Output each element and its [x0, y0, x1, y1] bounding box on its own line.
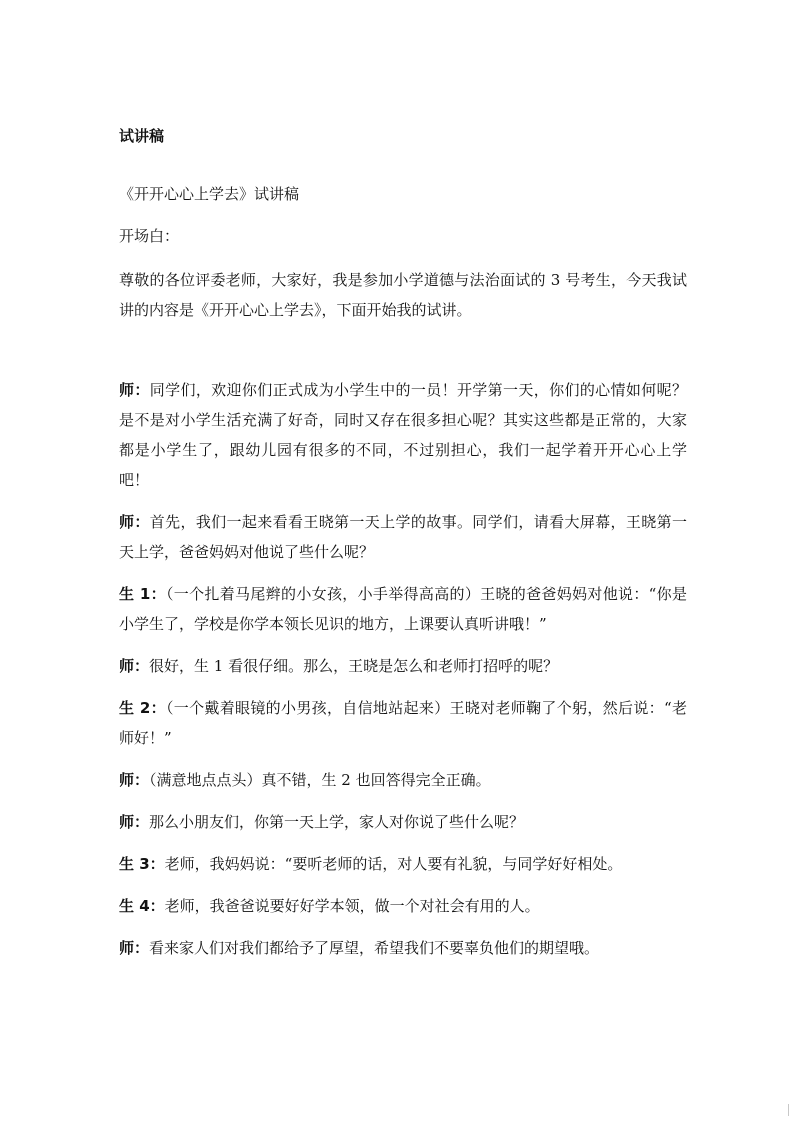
dialogue-line [119, 507, 687, 567]
dialogue-line [119, 765, 687, 795]
speaker-label: 师： [119, 771, 150, 789]
dialogue-line [119, 579, 687, 639]
opening-label: 开场白： [119, 227, 180, 245]
speaker-label: 生 4： [119, 897, 165, 915]
speaker-label: 生 1： [119, 585, 166, 603]
dialogue-text: 那么小朋友们，你第一天上学，家人对你说了些什么呢？ [149, 813, 525, 831]
dialogue-line [119, 807, 687, 837]
document-body [119, 124, 687, 975]
dialogue-text: 老师，我妈妈说：“要听老师的话，对人要有礼貌，与同学好好相处。 [164, 855, 623, 873]
dialogue-text: 很好，生 1 看很仔细。那么，王晓是怎么和老师打招呼的呢？ [149, 657, 559, 675]
dialogue-text: （满意地点点头）真不错，生 2 也回答得完全正确。 [149, 771, 491, 789]
opening-intro: 尊敬的各位评委老师，大家好，我是参加小学道德与法治面试的 3 号考生，今天我试讲的内容是《开开心心上学去》，下面开始我的试讲。 [119, 271, 687, 319]
speaker-label: 师： [119, 939, 150, 957]
speaker-label: 师： [119, 657, 150, 675]
dialogue-line [119, 849, 687, 879]
page-corner-mark [788, 1104, 789, 1116]
dialogue-text: （一个扎着马尾辫的小女孩，小手举得高高的）王晓的爸爸妈妈对他说：“你是小学生了，学校是你学本领长见识的地方，上课要认真听讲哦！” [119, 585, 687, 633]
dialogue-text: （一个戴着眼镜的小男孩，自信地站起来）王晓对老师鞠了个躬，然后说：“老师好！” [119, 699, 687, 747]
dialogue-text: 看来家人们对我们都给予了厚望，希望我们不要辜负他们的期望哦。 [149, 939, 600, 957]
speaker-label: 生 2： [119, 699, 166, 717]
dialogue-line [119, 375, 687, 495]
dialogue-line [119, 933, 687, 963]
document-title: 试讲稿 [119, 127, 165, 145]
speaker-label: 师： [119, 813, 150, 831]
lesson-title: 《开开心心上学去》试讲稿 [119, 185, 300, 203]
dialogue-text: 首先，我们一起来看看王晓第一天上学的故事。同学们，请看大屏幕，王晓第一天上学，爸爸妈妈对他说了些什么呢？ [119, 513, 687, 561]
dialogue-line [119, 891, 687, 921]
speaker-label: 师： [119, 513, 150, 531]
dialogue-text: 同学们，欢迎你们正式成为小学生中的一员！开学第一天，你们的心情如何呢？是不是对小学生活充满了好奇，同时又存在很多担心呢？其实这些都是正常的，大家都是小学生了，跟幼儿园有很多的不同，不过别担心，我们一起学着开开心心上学吧！ [119, 381, 687, 489]
dialogue-line [119, 651, 687, 681]
dialogue-line [119, 693, 687, 753]
dialogue-text: 老师，我爸爸说要好好学本领，做一个对社会有用的人。 [164, 897, 540, 915]
speaker-label: 生 3： [119, 855, 165, 873]
speaker-label: 师： [119, 381, 150, 399]
